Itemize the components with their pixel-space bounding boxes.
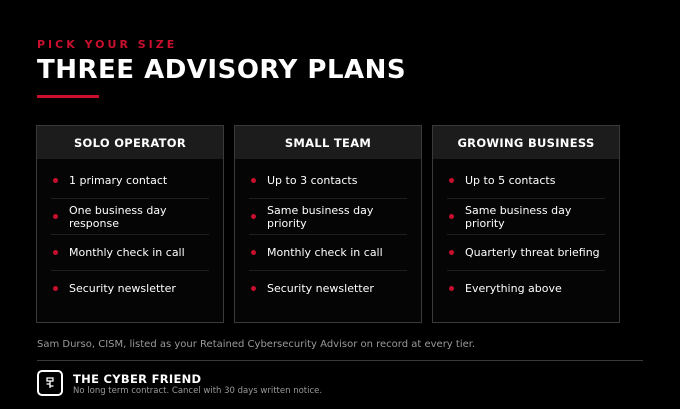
bullet-dot-icon [251, 178, 256, 183]
advisor-footnote: Sam Durso, CISM, listed as your Retained Cybersecurity Advisor on record at every tier. [37, 339, 476, 350]
feature-text: Up to 3 contacts [267, 174, 358, 187]
eyebrow-label: PICK YOUR SIZE [37, 38, 178, 51]
bullet-dot-icon [53, 286, 58, 291]
footer-divider [37, 360, 643, 361]
bullet-dot-icon [449, 250, 454, 255]
bullet-dot-icon [53, 178, 58, 183]
feature-text: Quarterly threat briefing [465, 246, 600, 259]
plan-card-solo-operator [36, 125, 224, 323]
feature-list [37, 159, 223, 306]
bullet-dot-icon [449, 178, 454, 183]
plan-name: GROWING BUSINESS [433, 126, 619, 159]
feature-item [447, 271, 605, 306]
feature-item [447, 235, 605, 271]
bullet-dot-icon [449, 214, 454, 219]
bullet-dot-icon [251, 250, 256, 255]
feature-text: Security newsletter [69, 282, 176, 295]
bullet-dot-icon [449, 286, 454, 291]
shield-lock-icon [37, 370, 63, 396]
feature-text: 1 primary contact [69, 174, 168, 187]
feature-text: Same business day priority [465, 203, 572, 230]
feature-text: Up to 5 contacts [465, 174, 556, 187]
title-accent-bar [37, 95, 99, 98]
feature-text: Same business day priority [267, 203, 374, 230]
feature-item [249, 271, 407, 306]
feature-item [249, 163, 407, 199]
shield-lock-glyph [42, 375, 58, 391]
plan-name: SMALL TEAM [235, 126, 421, 159]
brand-tagline: No long term contract. Cancel with 30 days written notice. [73, 386, 323, 396]
feature-item [51, 199, 209, 235]
feature-text: One business day response [69, 203, 167, 230]
feature-item [51, 163, 209, 199]
feature-list [433, 159, 619, 306]
feature-text: Monthly check in call [267, 246, 383, 259]
feature-text: Monthly check in call [69, 246, 185, 259]
page-title: THREE ADVISORY PLANS [37, 55, 407, 85]
feature-list [235, 159, 421, 306]
bullet-dot-icon [53, 250, 58, 255]
brand-name: THE CYBER FRIEND [73, 372, 202, 386]
feature-item [447, 199, 605, 235]
feature-text: Everything above [465, 282, 562, 295]
feature-item [249, 235, 407, 271]
bullet-dot-icon [53, 214, 58, 219]
plan-name: SOLO OPERATOR [37, 126, 223, 159]
feature-text: Security newsletter [267, 282, 374, 295]
feature-item [51, 271, 209, 306]
bullet-dot-icon [251, 214, 256, 219]
plan-card-small-team [234, 125, 422, 323]
feature-item [447, 163, 605, 199]
feature-item [51, 235, 209, 271]
bullet-dot-icon [251, 286, 256, 291]
feature-item [249, 199, 407, 235]
plan-card-growing-business [432, 125, 620, 323]
plans-row [36, 125, 620, 323]
